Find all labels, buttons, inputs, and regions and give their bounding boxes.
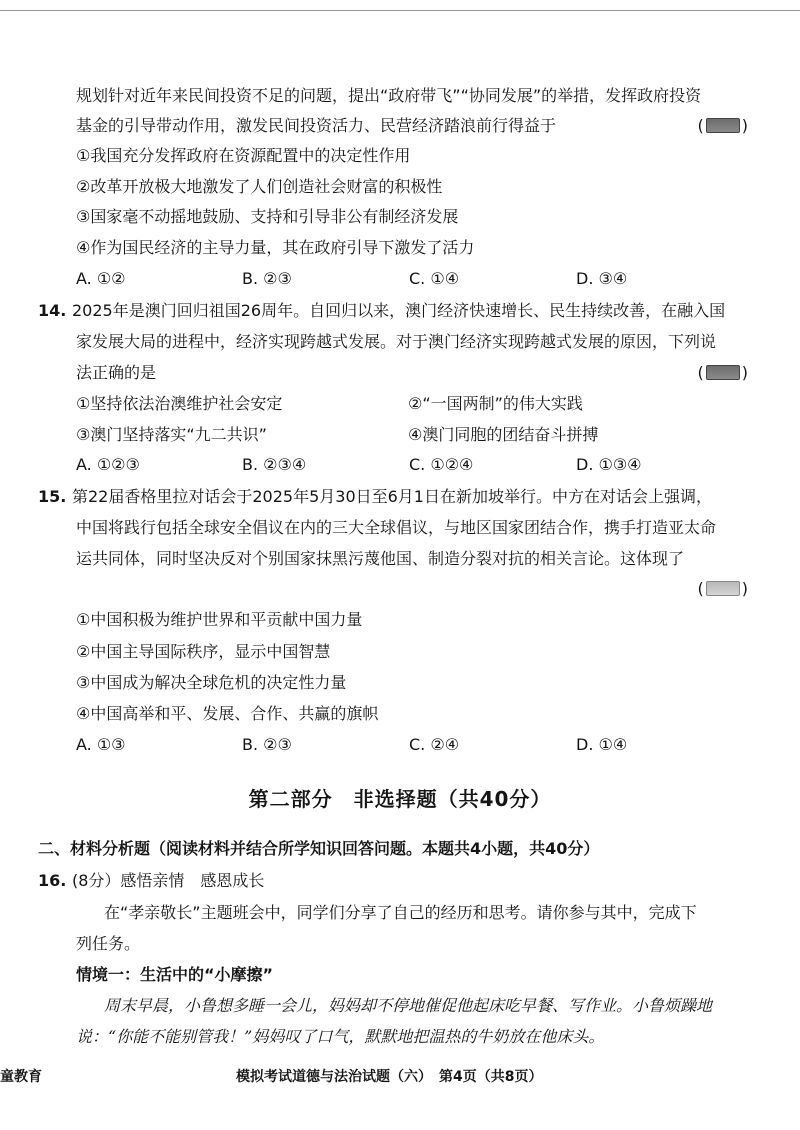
redacted-answer-mark — [706, 581, 740, 596]
q16-scene-2: 说：“你能不能别管我！”妈妈叹了口气，默默地把温热的牛奶放在他床头。 — [76, 1027, 605, 1046]
q14-line-2: 家发展大局的进程中，经济实现跨越式发展。对于澳门经济实现跨越式发展的原因，下列说 — [76, 332, 717, 351]
q13-option-d[interactable]: D. ③④ — [576, 269, 628, 288]
q16-scene-label: 情境一：生活中的“小摩擦” — [76, 965, 274, 984]
q15-item-4: ④中国高举和平、发展、合作、共赢的旗帜 — [76, 704, 379, 723]
q13-option-a[interactable]: A. ①② — [76, 269, 126, 288]
q16-scene-1: 周末早晨，小鲁想多睡一会儿，妈妈却不停地催促他起床吃早餐、写作业。小鲁烦躁地 — [104, 996, 713, 1015]
q13-item-3: ③国家毫不动摇地鼓励、支持和引导非公有制经济发展 — [76, 207, 459, 226]
q14-option-d[interactable]: D. ①③④ — [576, 455, 642, 474]
q14-item-2: ②“一国两制”的伟大实践 — [408, 394, 583, 413]
q15-number: 15. — [38, 487, 67, 506]
q13-option-c[interactable]: C. ①④ — [409, 269, 460, 288]
q14-item-4: ④澳门同胞的团结奋斗拼搏 — [408, 425, 599, 444]
q13-item-1: ①我国充分发挥政府在资源配置中的决定性作用 — [76, 146, 411, 165]
redacted-answer-mark — [706, 118, 740, 133]
q14-option-a[interactable]: A. ①②③ — [76, 455, 140, 474]
q15-item-2: ②中国主导国际秩序，显示中国智慧 — [76, 642, 331, 661]
section-heading: 二、材料分析题（阅读材料并结合所学知识回答问题。本题共4小题，共40分） — [38, 839, 600, 858]
q15-line-2: 中国将践行包括全球安全倡议在内的三大全球倡议，与地区国家团结合作，携手打造亚太命 — [76, 518, 717, 537]
q15-answer-blank[interactable]: ( ) — [697, 579, 748, 598]
footer-page-info: 模拟考试道德与法治试题（六） 第4页（共8页） — [236, 1069, 543, 1085]
q16-number: 16. — [38, 871, 67, 890]
q15-option-c[interactable]: C. ②④ — [409, 735, 460, 754]
q13-answer-blank[interactable]: ( ) — [697, 116, 748, 135]
q13-item-2: ②改革开放极大地激发了人们创造社会财富的积极性 — [76, 177, 443, 196]
q13-option-b[interactable]: B. ②③ — [242, 269, 292, 288]
q15-line-3: 运共同体，同时坚决反对个别国家抹黑污蔑他国、制造分裂对抗的相关言论。这体现了 — [76, 549, 685, 568]
q13-item-4: ④作为国民经济的主导力量，其在政府引导下激发了活力 — [76, 238, 475, 257]
q15-item-3: ③中国成为解决全球危机的决定性力量 — [76, 673, 347, 692]
q14-option-b[interactable]: B. ②③④ — [242, 455, 307, 474]
q16-intro-2: 列任务。 — [76, 934, 141, 953]
q14-item-3: ③澳门坚持落实“九二共识” — [76, 425, 267, 444]
q14-answer-blank[interactable]: ( ) — [697, 363, 748, 382]
q16-title: (8分）感悟亲情 感恩成长 — [72, 871, 265, 890]
q14-number: 14. — [38, 301, 67, 320]
part-two-title: 第二部分 非选择题（共40分） — [248, 787, 552, 811]
redacted-answer-mark — [706, 365, 740, 380]
q14-item-1: ①坚持依法治澳维护社会安定 — [76, 394, 283, 413]
q15-option-b[interactable]: B. ②③ — [242, 735, 292, 754]
q14-line-1: 2025年是澳门回归祖国26周年。自回归以来，澳门经济快速增长、民生持续改善，在融入国 — [72, 301, 726, 320]
q16-intro-1: 在“孝亲敬长”主题班会中，同学们分享了自己的经历和思考。请你参与其中，完成下 — [104, 903, 697, 922]
q15-option-a[interactable]: A. ①③ — [76, 735, 126, 754]
q13-line-1: 规划针对近年来民间投资不足的问题，提出“政府带飞”“协同发展”的举措，发挥政府投资 — [76, 86, 702, 105]
footer-publisher: 童教育 — [0, 1069, 42, 1085]
q15-option-d[interactable]: D. ①④ — [576, 735, 628, 754]
q14-line-3: 法正确的是 — [76, 363, 157, 382]
q13-line-2: 基金的引导带动作用，激发民间投资活力、民营经济踏浪前行得益于 — [76, 116, 557, 135]
q15-item-1: ①中国积极为维护世界和平贡献中国力量 — [76, 610, 363, 629]
q15-line-1: 第22届香格里拉对话会于2025年5月30日至6月1日在新加坡举行。中方在对话会上强调， — [72, 487, 712, 506]
q14-option-c[interactable]: C. ①②④ — [409, 455, 474, 474]
top-border — [0, 10, 800, 11]
